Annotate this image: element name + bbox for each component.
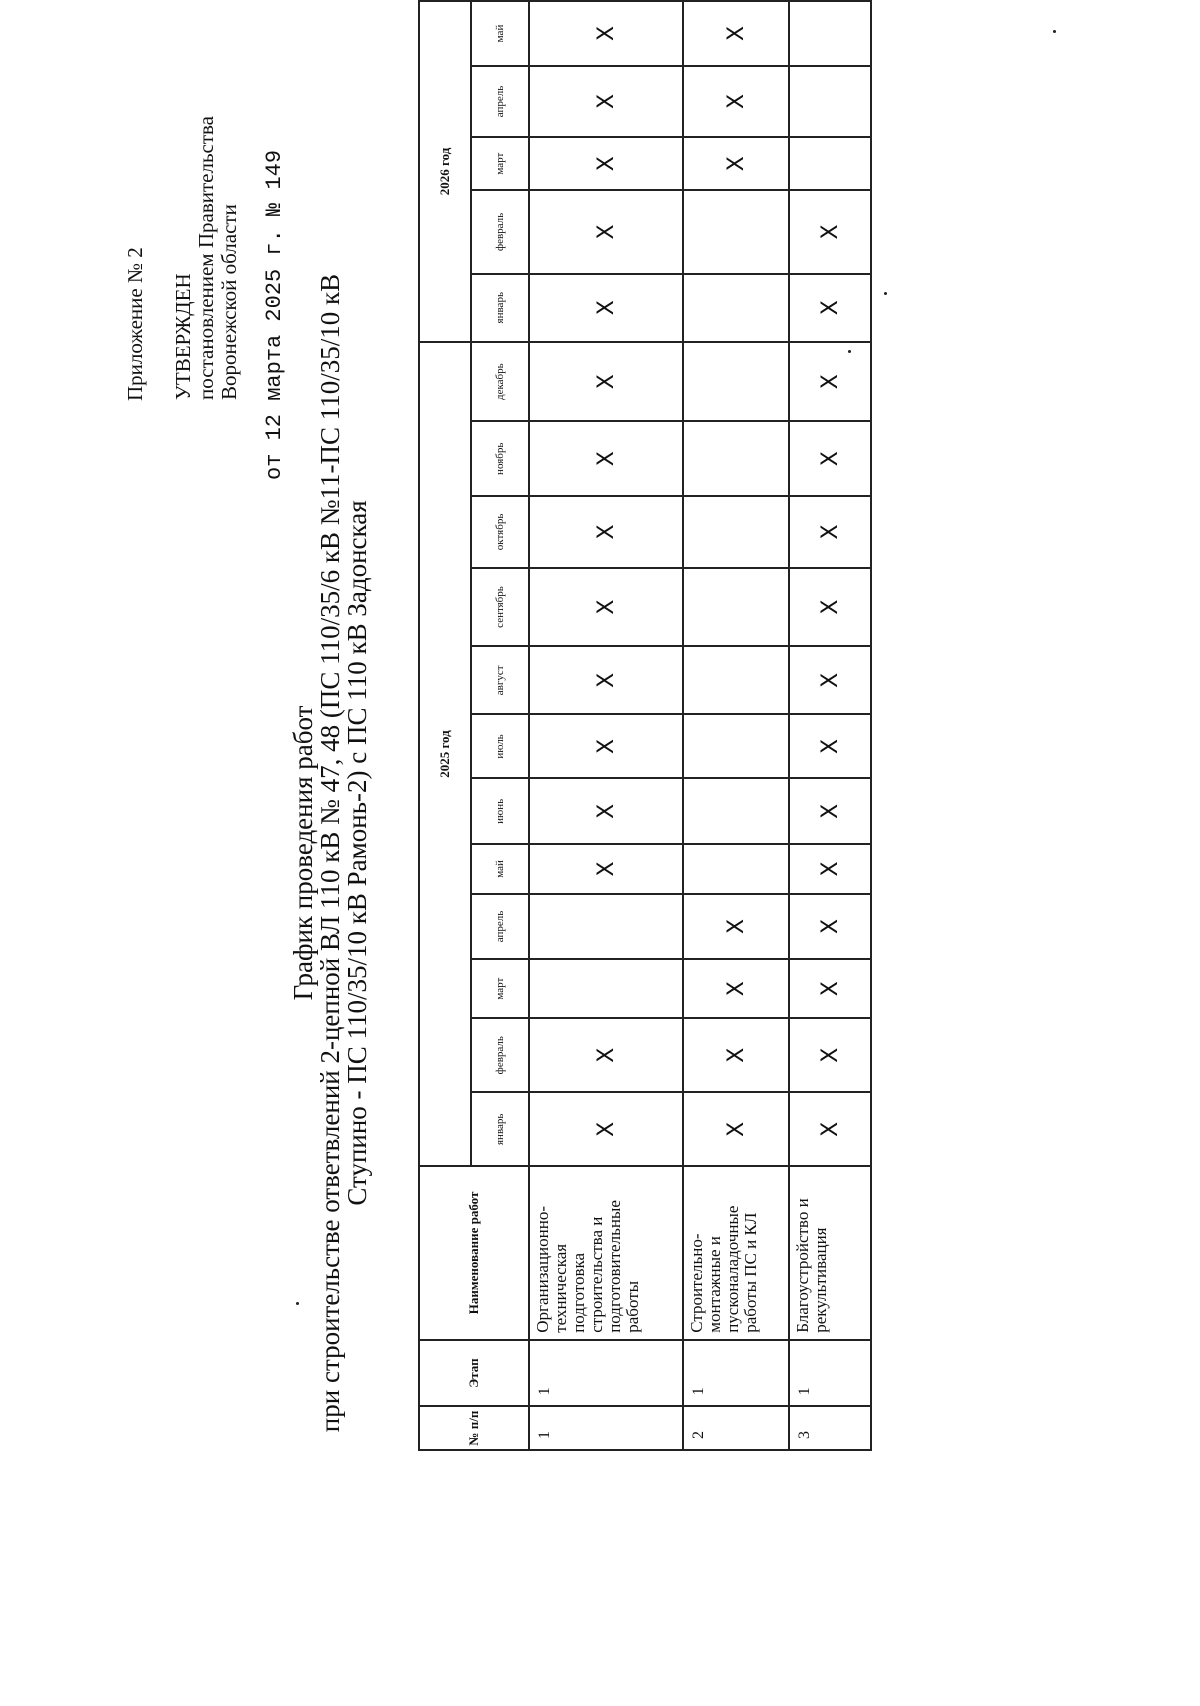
approval-title: УТВЕРЖДЕН: [171, 273, 195, 400]
scan-speck: [848, 350, 851, 353]
schedule-empty-cell: [529, 894, 683, 960]
title-line-3: Ступино - ПС 110/35/10 кВ Рамонь-2) с ПС 110 кВ Задонская: [342, 500, 372, 1206]
schedule-mark: X: [789, 568, 871, 646]
schedule-empty-cell: [683, 568, 789, 646]
month-2026-3: март: [471, 137, 529, 190]
month-2025-2: февраль: [471, 1018, 529, 1093]
schedule-empty-cell: [683, 844, 789, 893]
schedule-empty-cell: [683, 646, 789, 714]
schedule-mark: X: [529, 646, 683, 714]
schedule-mark: X: [529, 190, 683, 273]
month-2025-1: январь: [471, 1092, 529, 1166]
approval-stamp: [172, 116, 241, 400]
document-title: [290, 0, 371, 1706]
month-2025-5: май: [471, 844, 529, 893]
schedule-mark: X: [789, 959, 871, 1018]
month-2025-3: март: [471, 959, 529, 1018]
schedule-mark: X: [789, 421, 871, 496]
schedule-empty-cell: [789, 1, 871, 66]
schedule-empty-cell: [683, 274, 789, 342]
schedule-mark: X: [683, 137, 789, 190]
work-schedule-table: [418, 0, 872, 1451]
schedule-mark: X: [789, 190, 871, 273]
schedule-mark: X: [789, 274, 871, 342]
schedule-body: [529, 1, 871, 1450]
month-2025-6: июнь: [471, 778, 529, 844]
row-work-name: Организационно-техническая подготовка строительства и подготовительные работы: [529, 1166, 683, 1340]
month-2025-7: июль: [471, 714, 529, 778]
month-2026-5: май: [471, 1, 529, 66]
month-2026-4: апрель: [471, 66, 529, 137]
schedule-mark: X: [789, 1092, 871, 1166]
schedule-mark: X: [789, 894, 871, 960]
month-2025-11: ноябрь: [471, 421, 529, 496]
month-2026-2: февраль: [471, 190, 529, 273]
header-number: № п/п: [419, 1406, 529, 1450]
schedule-mark: X: [529, 1092, 683, 1166]
schedule-mark: X: [683, 1, 789, 66]
month-2026-1: январь: [471, 274, 529, 342]
schedule-mark: X: [529, 66, 683, 137]
schedule-empty-cell: [529, 959, 683, 1018]
schedule-empty-cell: [683, 778, 789, 844]
row-number: 1: [529, 1406, 683, 1450]
header-year-2025: 2025 год: [419, 342, 471, 1166]
header-stage: Этап: [419, 1340, 529, 1406]
header-work-name: Наименование работ: [419, 1166, 529, 1340]
row-work-name: Благоустройство и рекультивация: [789, 1166, 871, 1340]
schedule-empty-cell: [683, 342, 789, 422]
month-2025-12: декабрь: [471, 342, 529, 422]
scan-speck: [1053, 30, 1056, 33]
schedule-empty-cell: [683, 190, 789, 273]
schedule-empty-cell: [683, 421, 789, 496]
table-row: [789, 1, 871, 1450]
schedule-mark: X: [789, 342, 871, 422]
schedule-mark: X: [529, 568, 683, 646]
row-stage: 1: [789, 1340, 871, 1406]
schedule-mark: X: [529, 274, 683, 342]
title-line-2: при строительстве ответвлений 2-цепной ВЛ 110 кВ № 47, 48 (ПС 110/35/6 кВ №11-ПС 110/35/10 кВ: [315, 273, 345, 1433]
row-work-name: Строительно-монтажные и пусконаладочные работы ПС и КЛ: [683, 1166, 789, 1340]
table-row: [529, 1, 683, 1450]
schedule-mark: X: [789, 844, 871, 893]
appendix-label: Приложение № 2: [123, 247, 147, 401]
schedule-mark: X: [789, 714, 871, 778]
title-line-1: График проведения работ: [288, 705, 318, 1001]
schedule-empty-cell: [789, 137, 871, 190]
schedule-empty-cell: [683, 496, 789, 568]
schedule-empty-cell: [683, 714, 789, 778]
schedule-mark: X: [683, 959, 789, 1018]
row-number: 3: [789, 1406, 871, 1450]
schedule-mark: X: [529, 421, 683, 496]
month-2025-4: апрель: [471, 894, 529, 960]
schedule-mark: X: [529, 714, 683, 778]
table-row: [683, 1, 789, 1450]
schedule-mark: X: [529, 844, 683, 893]
row-stage: 1: [529, 1340, 683, 1406]
schedule-mark: X: [529, 496, 683, 568]
month-2025-8: август: [471, 646, 529, 714]
row-number: 2: [683, 1406, 789, 1450]
schedule-mark: X: [789, 778, 871, 844]
scan-speck: [884, 292, 887, 295]
schedule-mark: X: [683, 1092, 789, 1166]
decree-date-number: от 12 марта 2025 г. № 149: [262, 149, 287, 480]
schedule-mark: X: [529, 778, 683, 844]
schedule-mark: X: [529, 1, 683, 66]
row-stage: 1: [683, 1340, 789, 1406]
schedule-mark: X: [789, 496, 871, 568]
approval-authority: постановлением Правительства: [194, 115, 218, 400]
schedule-mark: X: [529, 137, 683, 190]
schedule-mark: X: [789, 646, 871, 714]
month-2025-10: октябрь: [471, 496, 529, 568]
month-2025-9: сентябрь: [471, 568, 529, 646]
schedule-mark: X: [683, 894, 789, 960]
header-year-2026: 2026 год: [419, 1, 471, 342]
scan-speck: [296, 1302, 299, 1305]
schedule-mark: X: [529, 342, 683, 422]
schedule-mark: X: [683, 66, 789, 137]
approval-region: Воронежской области: [217, 204, 241, 400]
schedule-mark: X: [789, 1018, 871, 1093]
schedule-mark: X: [683, 1018, 789, 1093]
schedule-mark: X: [529, 1018, 683, 1093]
schedule-empty-cell: [789, 66, 871, 137]
